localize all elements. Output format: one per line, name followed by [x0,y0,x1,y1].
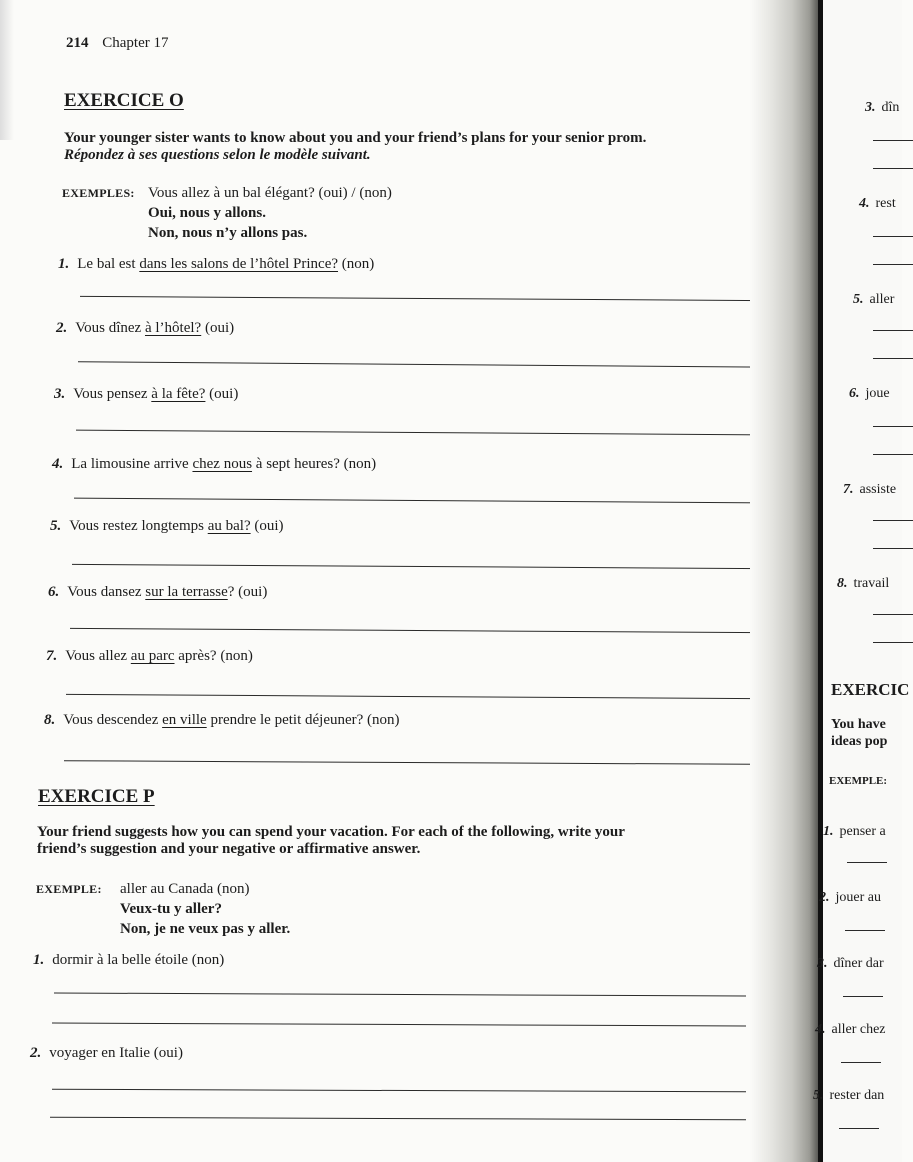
answer-line-6[interactable] [70,628,760,633]
answer-line-p2b[interactable] [50,1117,746,1120]
right-item-7 [843,482,896,498]
item-text: dormir à la belle étoile (non) [52,952,225,968]
item-text: dîner dar [833,956,884,971]
question-text: Vous dansez [67,584,146,600]
item-text: voyager en Italie (oui) [49,1045,183,1061]
answer-line-4[interactable] [74,498,764,504]
answer-line-8[interactable] [64,760,754,765]
item-number: 8. [837,576,848,591]
underlined-phrase: en ville [162,712,207,728]
example-question: Vous allez à un bal élégant? (oui) / (non) [148,185,392,201]
chapter-label: Chapter 17 [102,35,169,51]
question-7 [46,648,253,665]
page-header [66,35,168,52]
question-text: Vous pensez [73,386,152,402]
question-number: 2. [56,320,68,336]
exercise-p-item-1 [33,952,224,969]
exercise-p-example [120,879,290,939]
question-number: 4. [52,456,64,472]
example-answer-2: Non, je ne veux pas y aller. [120,921,291,937]
right-line[interactable] [873,642,913,643]
answer-line-7[interactable] [66,694,756,699]
answer-line-p2a[interactable] [52,1089,746,1092]
exercise-o-example-label: EXEMPLES: [62,186,135,200]
item-number: 2. [30,1045,42,1061]
exercise-o-instructions [64,130,646,164]
answer-line-p1b[interactable] [52,1022,746,1026]
answer-line-1[interactable] [80,296,770,301]
question-number: 6. [48,584,60,600]
example-prompt: aller au Canada (non) [120,881,250,897]
question-text: Vous descendez [63,712,163,728]
question-hint: (oui) [205,386,239,402]
underlined-phrase: dans les salons de l’hôtel Prince? [139,256,339,272]
book-gutter-shadow [750,0,820,1162]
item-number: 5. [813,1088,824,1103]
right-line[interactable] [873,426,913,427]
right-bottom-item-1 [823,824,886,840]
item-number: 1. [823,824,834,839]
underlined-phrase: sur la terrasse [145,584,228,600]
right-line[interactable] [873,520,913,521]
right-line[interactable] [873,168,913,169]
example-answer-1: Veux-tu y aller? [120,901,222,917]
item-text: jouer au [835,890,881,905]
question-4 [52,456,376,473]
question-number: 3. [54,386,66,402]
example-answer-yes: Oui, nous y allons. [148,205,266,221]
item-number: 3. [865,100,876,115]
answer-line-p1a[interactable] [54,992,746,996]
question-text: Vous restez longtemps [69,518,208,534]
underlined-phrase: chez nous [192,456,253,472]
exercise-p-instruction-line-1: Your friend suggests how you can spend your vacation. For each of the following, write your [37,824,625,840]
exercise-o-title: EXERCICE O [64,90,184,111]
right-exercise-instructions [831,716,887,750]
right-line[interactable] [839,1128,879,1129]
item-text: aller chez [831,1022,886,1037]
right-line[interactable] [873,454,913,455]
right-item-6 [849,386,890,402]
exercise-o-example [148,183,392,243]
question-hint: ? (oui) [227,584,268,600]
question-3 [54,386,238,403]
item-number: 7. [843,482,854,497]
question-8 [44,712,400,729]
question-hint: (oui) [250,518,284,534]
right-item-3 [865,100,899,116]
right-line[interactable] [873,614,913,615]
right-item-4 [859,196,896,212]
question-6 [48,584,267,601]
question-number: 5. [50,518,62,534]
exercise-p-example-label: EXEMPLE: [36,882,102,896]
question-1 [58,256,374,273]
right-example-label: EXEMPLE: [829,775,888,787]
right-page [813,0,910,1162]
exercise-p-title: EXERCICE P [38,786,155,807]
question-text: Vous dînez [75,320,145,336]
right-bottom-item-2 [819,890,881,906]
right-line[interactable] [845,930,885,931]
right-item-5 [853,292,894,308]
example-answer-no: Non, nous n’y allons pas. [148,225,308,241]
question-number: 8. [44,712,56,728]
right-line[interactable] [873,358,913,359]
right-line[interactable] [873,236,913,237]
question-hint: à sept heures? (non) [252,456,377,472]
question-text: Le bal est [77,256,140,272]
page-edge-shadow [0,0,14,140]
right-line[interactable] [847,862,887,863]
item-text: aller [869,292,895,307]
question-number: 7. [46,648,58,664]
answer-line-3[interactable] [76,430,766,436]
right-line[interactable] [843,996,883,997]
item-text: rest [875,196,896,211]
item-number: 5. [853,292,864,307]
item-number: 6. [849,386,860,401]
right-line[interactable] [873,548,913,549]
item-text: travail [853,576,890,591]
page-number: 214 [66,35,89,51]
question-5 [50,518,284,535]
right-line[interactable] [873,140,913,141]
underlined-phrase: au parc [130,648,175,664]
right-line[interactable] [841,1062,881,1063]
item-text: dîn [881,100,900,115]
right-bottom-item-3 [817,956,884,972]
underlined-phrase: à l’hôtel? [144,320,202,336]
question-hint: (non) [338,256,375,272]
item-text: joue [865,386,890,401]
exercise-o-instruction-en: Your younger sister wants to know about you and your friend’s plans for your senior prom. [64,130,647,146]
item-number: 1. [33,952,45,968]
item-number: 4. [859,196,870,211]
right-bottom-item-5 [813,1088,884,1104]
question-hint: (oui) [201,320,235,336]
underlined-phrase: à la fête? [151,386,206,402]
right-exercise-title: EXERCIC [831,680,910,699]
underlined-phrase: au bal? [207,518,251,534]
question-text: La limousine arrive [71,456,193,472]
item-text: penser a [839,824,886,839]
item-text: assiste [859,482,897,497]
exercise-o-instruction-fr: Répondez à ses questions selon le modèle suivant. [64,147,371,163]
question-hint: après? (non) [174,648,253,664]
right-bottom-item-4 [815,1022,886,1038]
exercise-p-instruction-line-2: friend’s suggestion and your negative or affirmative answer. [37,841,421,857]
item-number: 2. [819,890,830,905]
right-line[interactable] [873,264,913,265]
question-number: 1. [58,256,70,272]
exercise-p-instructions [37,824,625,858]
item-number: 3. [817,956,828,971]
question-hint: prendre le petit déjeuner? (non) [206,712,400,728]
item-text: rester dan [829,1088,885,1103]
right-item-8 [837,576,889,592]
question-2 [56,320,234,337]
item-number: 4. [815,1022,826,1037]
question-text: Vous allez [65,648,131,664]
right-line[interactable] [873,330,913,331]
right-instruction-line-2: ideas pop [831,734,888,749]
exercise-p-item-2 [30,1045,183,1062]
answer-line-5[interactable] [72,564,762,569]
answer-line-2[interactable] [78,361,768,367]
right-instruction-line-1: You have [831,717,886,732]
